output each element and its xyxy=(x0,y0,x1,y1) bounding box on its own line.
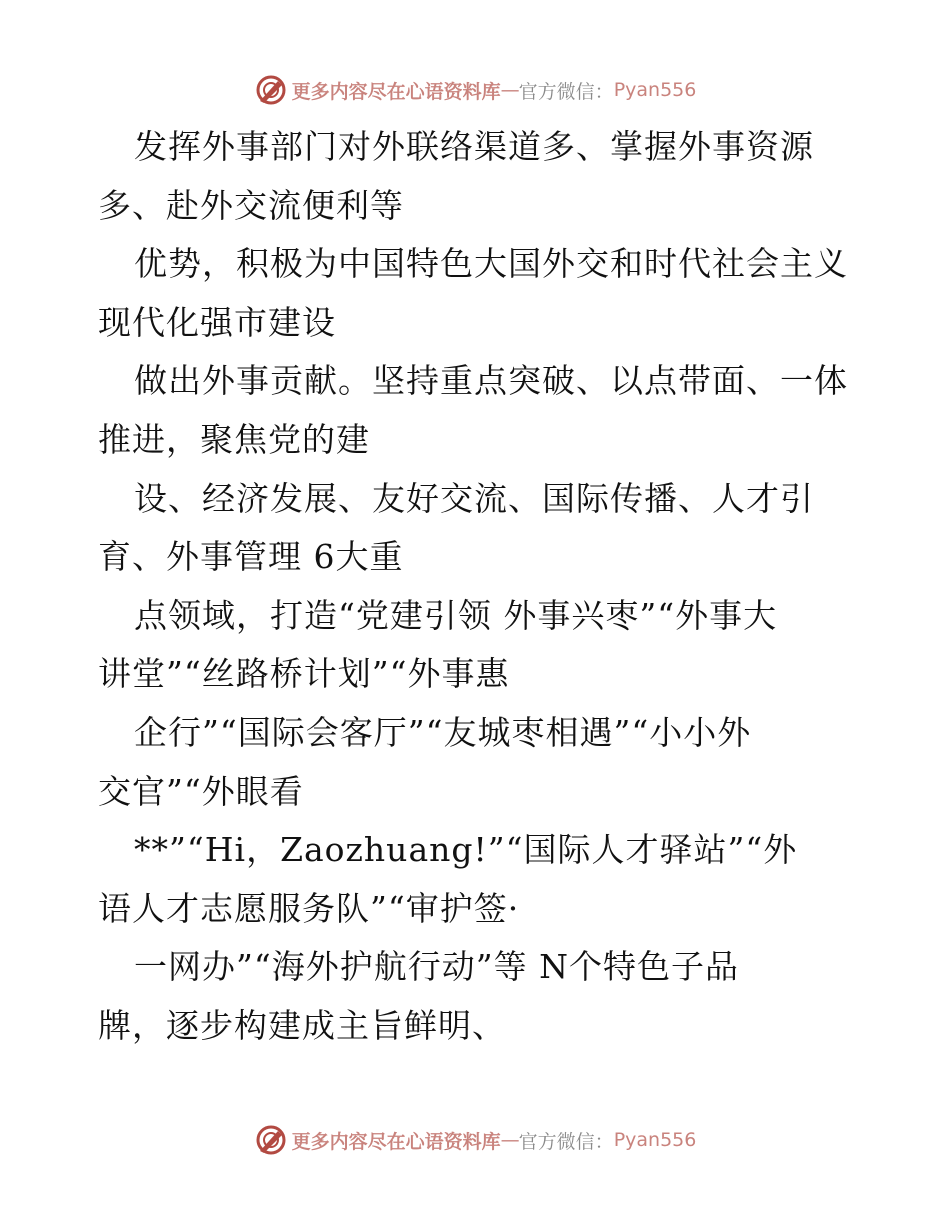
header-watermark xyxy=(0,70,950,110)
text-line: 设、经济发展、友好交流、国际传播、人才引 xyxy=(134,478,814,518)
watermark-label: 官方微信： xyxy=(518,1130,614,1153)
text-line: **”“Hi，Zaozhuang!”“国际人才驿站”“外 xyxy=(134,830,798,870)
pen-circle-logo-icon xyxy=(254,1123,288,1157)
text-line: 牌，逐步构建成主旨鲜明、 xyxy=(98,1005,506,1045)
pen-circle-logo-icon xyxy=(254,73,288,107)
footer-watermark xyxy=(0,1120,950,1160)
text-line: 育、外事管理 6大重 xyxy=(98,537,404,577)
text-line: 企行”“国际会客厅”“友城枣相遇”“小小外 xyxy=(134,712,752,752)
watermark-dash: — xyxy=(500,79,519,101)
text-line: 多、赴外交流便利等 xyxy=(98,185,404,225)
watermark-dash: — xyxy=(500,1129,519,1151)
document-body xyxy=(98,118,858,1056)
text-line: 优势，积极为中国特色大国外交和时代社会主义 xyxy=(134,244,848,284)
text-line: 讲堂”“丝路桥计划”“外事惠 xyxy=(98,654,510,694)
text-line: 点领域，打造“党建引领 外事兴枣”“外事大 xyxy=(134,595,778,635)
text-line: 发挥外事部门对外联络渠道多、掌握外事资源 xyxy=(134,127,814,166)
text-line: 做出外事贡献。坚持重点突破、以点带面、一体 xyxy=(134,361,848,401)
text-line: 一网办”“海外护航行动”等 N个特色子品 xyxy=(134,947,739,987)
text-line: 推进，聚焦党的建 xyxy=(98,419,370,459)
watermark-brand: 更多内容尽在心语资料库 xyxy=(291,80,501,103)
watermark-brand: 更多内容尽在心语资料库 xyxy=(291,1130,501,1153)
text-line: 语人才志愿服务队”“审护签· xyxy=(98,888,520,928)
watermark-label: 官方微信： xyxy=(518,80,614,103)
text-line: 现代化强市建设 xyxy=(98,302,336,342)
text-line: 交官”“外眼看 xyxy=(98,771,304,811)
watermark-wechat-id: Pyan556 xyxy=(613,1129,697,1151)
watermark-wechat-id: Pyan556 xyxy=(613,79,697,101)
